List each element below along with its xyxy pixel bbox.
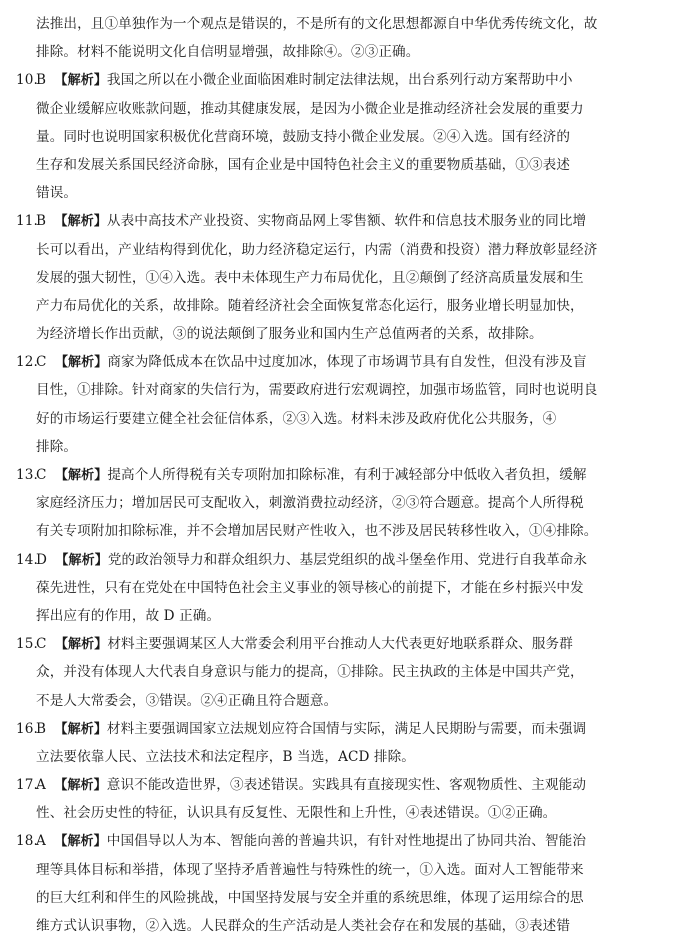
- item-text-line: 排除。: [36, 438, 78, 455]
- item-text-line: 不是人大常委会，③错误。②④正确且符合题意。: [36, 692, 338, 709]
- item-number: 14.: [16, 551, 38, 568]
- item-text-line: 为经济增长作出贡献，③的说法颠倒了服务业和国内生产总值两者的关系，故排除。: [36, 326, 543, 343]
- item-answer: B: [36, 72, 47, 89]
- answer-item-15: [16, 630, 656, 715]
- answer-item-13: [16, 461, 656, 546]
- continuation-line: 排除。材料不能说明文化自信明显增强，故排除④。②③正确。: [36, 44, 420, 61]
- item-text: 材料主要强调国家立法规划应符合国情与实际，满足人民期盼与需要，而未强调: [106, 720, 587, 737]
- item-text-line: 错误。: [36, 185, 78, 202]
- answer-item-18: [16, 827, 656, 940]
- analysis-tag: 【解析】: [54, 721, 107, 737]
- item-number: 17.: [16, 777, 38, 794]
- analysis-tag: 【解析】: [54, 637, 108, 653]
- analysis-tag: 【解析】: [55, 552, 108, 568]
- item-number: 10.: [16, 72, 38, 89]
- analysis-tag: 【解析】: [54, 73, 107, 89]
- answer-item-17: [16, 771, 656, 827]
- item-number: 18.: [16, 833, 38, 850]
- analysis-tag: 【解析】: [54, 355, 108, 371]
- answer-item-12: [16, 348, 656, 461]
- item-answer: C: [36, 467, 47, 483]
- item-text-line: 维方式认识事物，②入选。人民群众的生产活动是人类社会存在和发展的基础，③表述错: [36, 918, 571, 934]
- answer-item-14: [16, 546, 656, 631]
- item-text-line: 产力布局优化的关系，故排除。随着经济社会全面恢复常态化运行，服务业增长明显加快，: [36, 297, 584, 314]
- analysis-tag: 【解析】: [54, 468, 108, 483]
- item-text-line: 长可以看出，产业结构得到优化，助力经济稳定运行，内需（消费和投资）潜力释放彰显经济: [36, 241, 598, 258]
- item-text: 党的政治领导力和群众组织力、基层党组织的战斗堡垒作用、党进行自我革命永: [107, 551, 588, 568]
- item-text-line: 微企业缓解应收账款问题，推动其健康发展，是因为小微企业是推动经济社会发展的重要力: [36, 100, 584, 117]
- item-text-line: 的巨大红利和伴生的风险挑战，中国坚持发展与安全并重的系统思维，体现了运用综合的思: [36, 889, 584, 906]
- item-answer: A: [36, 777, 46, 794]
- item-text: 中国倡导以人为本、智能向善的普遍共识，有针对性地提出了协同共治、智能治: [106, 833, 587, 850]
- item-text-line: 挥出应有的作用，故 D 正确。: [36, 607, 221, 624]
- item-text-line: 性、社会历史性的特征，认识具有反复性、无限性和上升性，④表述错误。①②正确。: [36, 805, 557, 822]
- item-text-line: 量。同时也说明国家积极优化营商环境，鼓励支持小微企业发展。②④入选。国有经济的: [36, 128, 571, 145]
- item-text-line: 发展的强大韧性，①④入选。表中未体现生产力布局优化，且②颠倒了经济高质量发展和生: [36, 269, 584, 286]
- item-text-line: 目性，①排除。针对商家的失信行为，需要政府进行宏观调控，加强市场监管，同时也说明良: [36, 382, 598, 399]
- item-answer: C: [36, 636, 47, 653]
- item-number: 16.: [16, 720, 38, 737]
- item-answer: A: [36, 833, 46, 850]
- item-answer: B: [36, 213, 47, 230]
- item-text-line: 立法要依靠人民、立法技术和法定程序，B 当选，ACD 排除。: [36, 748, 415, 765]
- item-answer: D: [36, 551, 47, 568]
- continuation-line: 法推出，且①单独作为一个观点是错误的，不是所有的文化思想都源自中华优秀传统文化，故: [36, 16, 598, 32]
- answer-item-16: [16, 715, 656, 771]
- item-answer: B: [36, 720, 47, 737]
- item-text: 提高个人所得税有关专项附加扣除标准，有利于减轻部分中低收入者负担，缓解: [107, 467, 587, 483]
- item-number: 15.: [16, 636, 38, 653]
- item-text: 商家为降低成本在饮品中过度加冰，体现了市场调节具有自发性，但没有涉及盲: [107, 354, 587, 371]
- item-text-line: 理等具体目标和举措，体现了坚持矛盾普遍性与特殊性的统一，①入选。面对人工智能带来: [36, 861, 584, 878]
- analysis-tag: 【解析】: [54, 214, 107, 230]
- answer-item-11: [16, 207, 656, 348]
- item-answer: C: [36, 354, 47, 371]
- item-text-line: 众，并没有体现人大代表自身意识与能力的提高，①排除。民主执政的主体是中国共产党，: [36, 664, 584, 681]
- item-text: 我国之所以在小微企业面临困难时制定法律法规，出台系列行动方案帮助中小: [106, 72, 573, 89]
- analysis-tag: 【解析】: [54, 834, 107, 850]
- analysis-tag: 【解析】: [54, 778, 107, 794]
- item-text: 从表中高技术产业投资、实物商品网上零售额、软件和信息技术服务业的同比增: [106, 213, 587, 230]
- item-number: 12.: [16, 354, 38, 371]
- item-text-line: 葆先进性，只有在党处在中国特色社会主义事业的领导核心的前提下，才能在乡村振兴中发: [36, 579, 584, 596]
- item-text-line: 有关专项附加扣除标准，并不会增加居民财产性收入，也不涉及居民转移性收入，①④排除。: [36, 523, 598, 540]
- item-text: 意识不能改造世界，③表述错误。实践具有直接现实性、客观物质性、主观能动: [106, 777, 587, 794]
- item-text-line: 生存和发展关系国民经济命脉，国有企业是中国特色社会主义的重要物质基础，①③表述: [36, 156, 571, 173]
- answer-item-10: [16, 66, 656, 207]
- item-text-line: 家庭经济压力；增加居民可支配收入，刺激消费拉动经济，②③符合题意。提高个人所得税: [36, 495, 584, 512]
- item-text: 材料主要强调某区人大常委会利用平台推动人大代表更好地联系群众、服务群: [107, 636, 573, 653]
- item-number: 11.: [16, 213, 38, 230]
- item-number: 13.: [16, 467, 38, 483]
- item-text-line: 好的市场运行要建立健全社会征信体系，②③入选。材料未涉及政府优化公共服务，④: [36, 410, 557, 427]
